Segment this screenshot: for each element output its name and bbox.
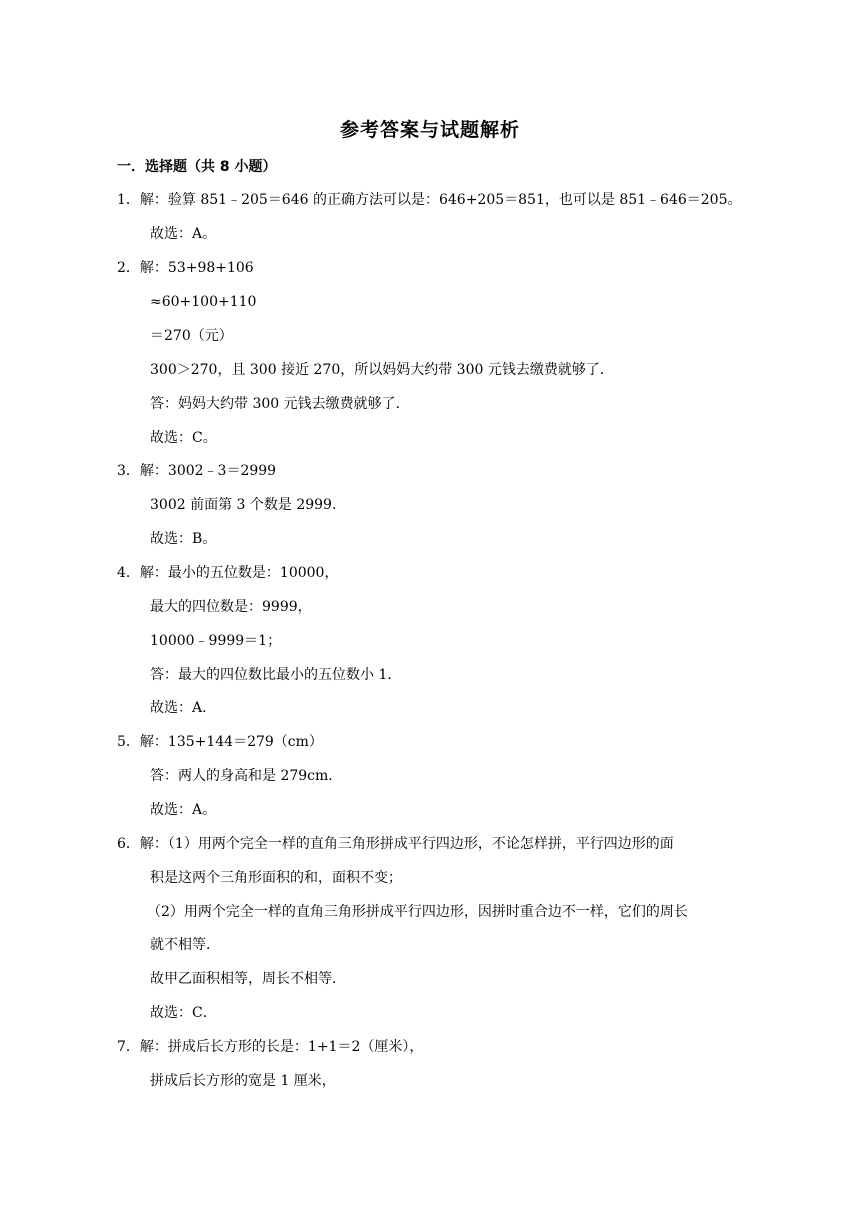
answer-line: 3．解：3002﹣3＝2999	[117, 463, 277, 479]
answer-line: 故选：A．	[150, 700, 217, 716]
answer-line: 10000﹣9999＝1；	[150, 633, 282, 649]
section-heading: 一．选择题（共 8 小题）	[117, 159, 277, 175]
answer-line: 积是这两个三角形面积的和，面积不变；	[150, 870, 402, 886]
answer-line: 6．解：（1）用两个完全一样的直角三角形拼成平行四边形，不论怎样拼，平行四边形的面	[117, 836, 674, 852]
answer-line: ≈60+100+110	[150, 294, 257, 310]
answer-line: 1．解：验算 851﹣205＝646 的正确方法可以是：646+205＝851，也可以是 851﹣646＝205。	[117, 192, 742, 208]
page-title: 参考答案与试题解析	[339, 119, 520, 141]
answer-line: 2．解：53+98+106	[117, 260, 254, 276]
answer-line: 7．解：拼成后长方形的长是：1+1＝2（厘米），	[117, 1039, 424, 1055]
answer-line: 最大的四位数是：9999，	[150, 599, 312, 615]
answer-line: 就不相等．	[150, 937, 220, 953]
answer-line: 答：两人的身高和是 279cm．	[150, 768, 343, 784]
answer-line: 故选：B。	[150, 531, 217, 547]
answer-line: 故选：A。	[150, 226, 217, 242]
answer-line: 4．解：最小的五位数是：10000，	[117, 565, 339, 581]
answer-line: 故甲乙面积相等，周长不相等．	[150, 971, 346, 987]
answer-line: （2）用两个完全一样的直角三角形拼成平行四边形，因拼时重合边不一样，它们的周长	[147, 904, 688, 920]
answer-line: 答：最大的四位数比最小的五位数小 1．	[150, 667, 402, 683]
answer-line: 5．解：135+144＝279（cm）	[117, 734, 323, 750]
answer-line: 故选：C。	[150, 430, 217, 446]
answer-line: 故选：C．	[150, 1005, 217, 1021]
answer-line: 拼成后长方形的宽是 1 厘米，	[150, 1073, 336, 1089]
answer-line: 答：妈妈大约带 300 元钱去缴费就够了．	[150, 396, 410, 412]
answer-line: 3002 前面第 3 个数是 2999．	[150, 497, 346, 513]
answer-line: 300＞270，且 300 接近 270，所以妈妈大约带 300 元钱去缴费就够了．	[150, 362, 614, 378]
answer-line: ＝270（元）	[150, 328, 233, 344]
answer-line: 故选：A。	[150, 802, 217, 818]
